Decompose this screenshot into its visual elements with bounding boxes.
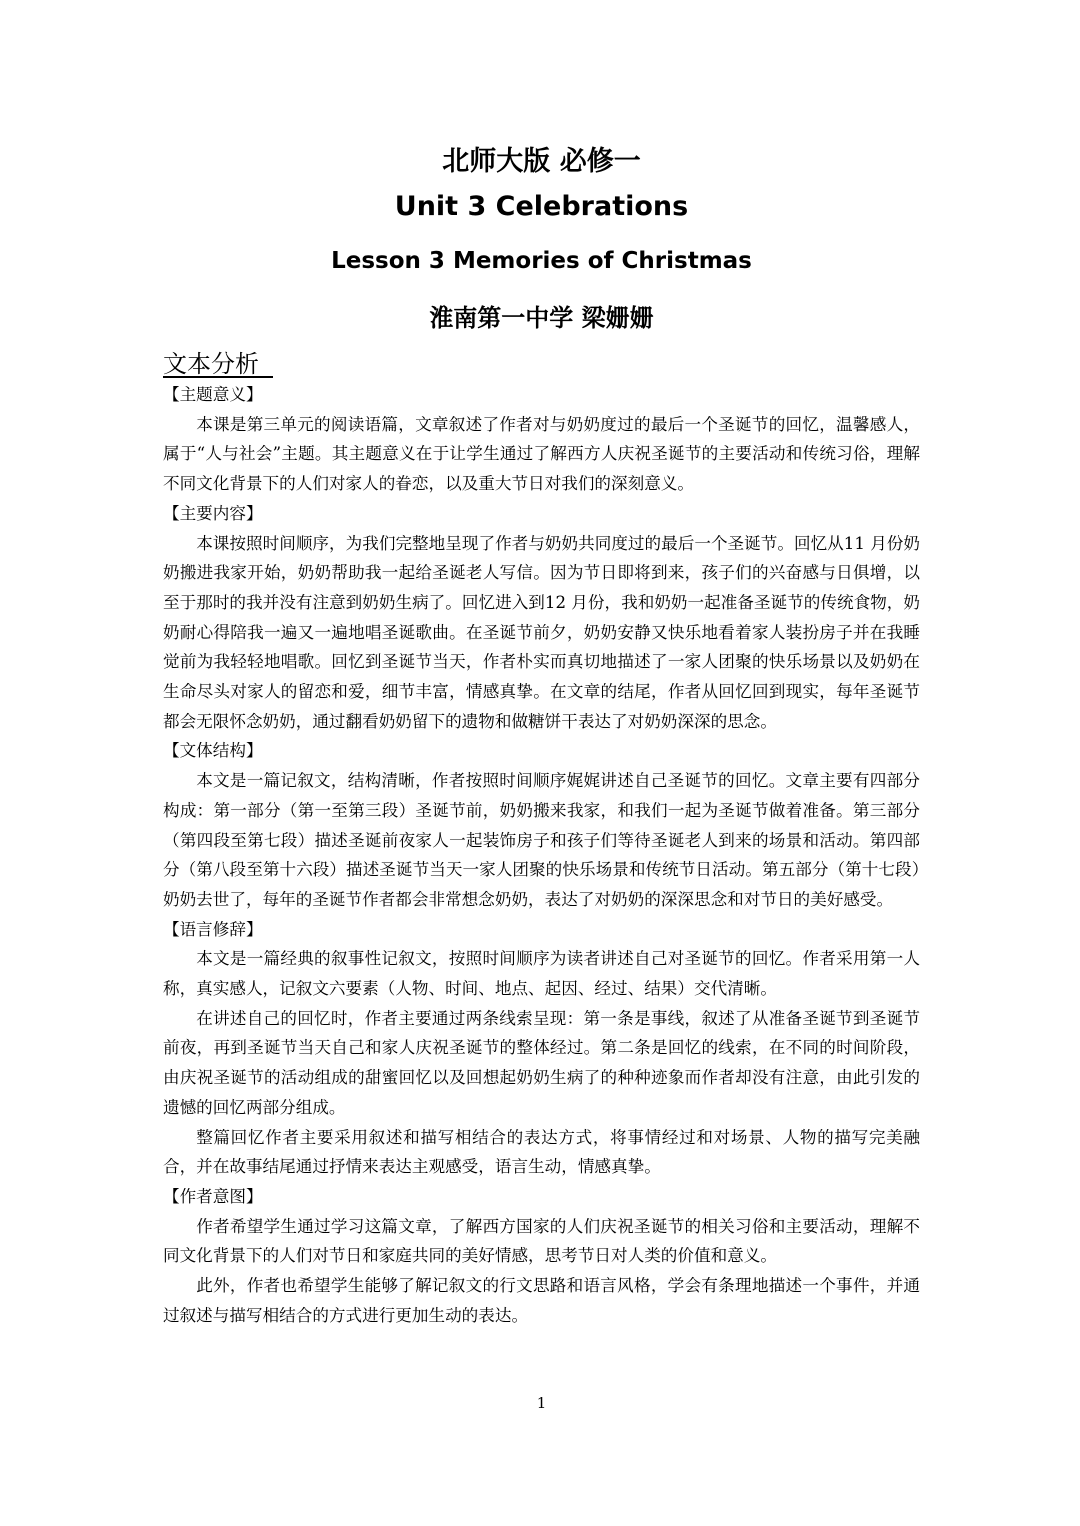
paragraph: 整篇回忆作者主要采用叙述和描写相结合的表达方式，将事情经过和对场景、人物的描写完美融合，并在故事结尾通过抒情来表达主观感受，语言生动，情感真挚。 xyxy=(163,1127,920,1177)
paragraph: 本课按照时间顺序，为我们完整地呈现了作者与奶奶共同度过的最后一个圣诞节。回忆从11 月份奶奶搬进我家开始，奶奶帮助我一起给圣诞老人写信。因为节日即将到来，孩子们的兴奋感与日俱增，以至于那时的我并没有注意到奶奶生病了。回忆进入到12 月份，我和奶奶一起准备圣诞节的传统食物，奶奶耐心得陪我一遍又一遍地唱圣诞歌曲。在圣诞节前夕，奶奶安静又快乐地看着家人装扮房子并在我睡觉前为我轻轻地唱歌。回忆到圣诞节当天，作者朴实而真切地描述了一家人团聚的快乐场景以及奶奶在生命尽头对家人的留恋和爱，细节丰富，情感真挚。在文章的结尾，作者从回忆回到现实，每年圣诞节都会无限怀念奶奶，通过翻看奶奶留下的遗物和做糖饼干表达了对奶奶深深的思念。 xyxy=(163,533,920,731)
section-main-content xyxy=(163,499,920,737)
paragraph: 本课是第三单元的阅读语篇，文章叙述了作者对与奶奶度过的最后一个圣诞节的回忆，温馨感人，属于“人与社会”主题。其主题意义在于让学生通过了解西方人庆祝圣诞节的主要活动和传统习俗，理解不同文化背景下的人们对家人的眷恋，以及重大节日对我们的深刻意义。 xyxy=(163,414,920,494)
author-school: 淮南第一中学 梁姗姗 xyxy=(429,304,654,332)
section-language xyxy=(163,915,920,1182)
section-label: 【作者意图】 xyxy=(163,1186,263,1206)
section-theme xyxy=(163,380,920,499)
paragraph: 本文是一篇经典的叙事性记叙文，按照时间顺序为读者讲述自己对圣诞节的回忆。作者采用第一人称，真实感人，记叙文六要素（人物、时间、地点、起因、经过、结果）交代清晰。 xyxy=(163,949,920,999)
paragraph: 作者希望学生通过学习这篇文章，了解西方国家的人们庆祝圣诞节的相关习俗和主要活动，理解不同文化背景下的人们对节日和家庭共同的美好情感，思考节日对人类的价值和意义。 xyxy=(163,1216,920,1266)
section-label: 【主要内容】 xyxy=(163,503,263,523)
section-structure xyxy=(163,736,920,914)
section-heading: 文本分析 xyxy=(163,346,273,378)
content-body xyxy=(163,380,920,1331)
section-label: 【主题意义】 xyxy=(163,385,263,404)
section-label: 【文体结构】 xyxy=(163,741,263,761)
paragraph: 在讲述自己的回忆时，作者主要通过两条线索呈现：第一条是事线，叙述了从准备圣诞节到圣诞节前夜，再到圣诞节当天自己和家人庆祝圣诞节的整体经过。第二条是回忆的线索，在不同的时间阶段，由庆祝圣诞节的活动组成的甜蜜回忆以及回想起奶奶生病了的种种迹象而作者却没有注意，由此引发的遗憾的回忆两部分组成。 xyxy=(163,1008,920,1117)
textbook-edition-title: 北师大版 必修一 xyxy=(442,146,641,177)
paragraph: 本文是一篇记叙文，结构清晰，作者按照时间顺序娓娓讲述自己圣诞节的回忆。文章主要有四部分构成：第一部分（第一至第三段）圣诞节前，奶奶搬来我家，和我们一起为圣诞节做着准备。第三部分（第四段至第七段）描述圣诞前夜家人一起装饰房子和孩子们等待圣诞老人到来的场景和活动。第四部分（第八段至第十六段）描述圣诞节当天一家人团聚的快乐场景和传统节日活动。第五部分（第十七段）奶奶去世了，每年的圣诞节作者都会非常想念奶奶，表达了对奶奶的深深思念和对节日的美好感受。 xyxy=(163,771,920,909)
paragraph: 此外，作者也希望学生能够了解记叙文的行文思路和语言风格，学会有条理地描述一个事件，并通过叙述与描写相结合的方式进行更加生动的表达。 xyxy=(163,1276,920,1325)
page-number: 1 xyxy=(536,1394,547,1412)
unit-title: Unit 3 Celebrations xyxy=(394,191,689,222)
section-author-intent xyxy=(163,1182,920,1331)
section-label: 【语言修辞】 xyxy=(163,919,263,939)
document-page xyxy=(163,0,920,1526)
lesson-title: Lesson 3 Memories of Christmas xyxy=(331,248,752,274)
